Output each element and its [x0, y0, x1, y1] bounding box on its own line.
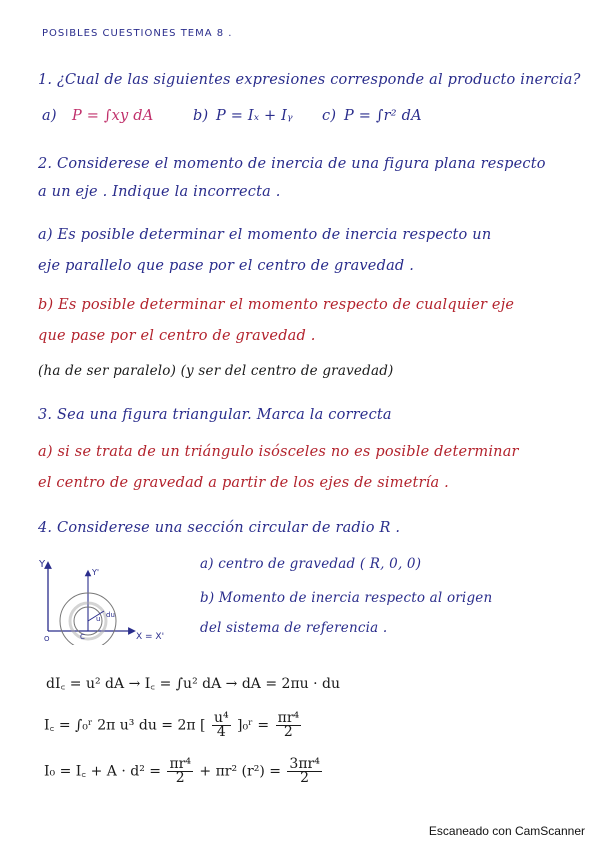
line2-res-num: πr⁴	[277, 710, 300, 726]
question-3: 3. Sea una figura triangular. Marca la correcta	[38, 407, 392, 423]
line2-left: I꜀ = ∫₀ʳ 2π u³ du = 2π [	[44, 717, 206, 734]
q2-note: (ha de ser paralelo) (y ser del centro de gravedad)	[38, 363, 394, 379]
page-title: POSIBLES CUESTIONES TEMA 8 .	[42, 28, 233, 39]
line3-mid: + πr² (r²) =	[199, 763, 281, 780]
line2-frac-den: 4	[216, 724, 226, 740]
scanner-watermark: Escaneado con CamScanner	[428, 824, 585, 838]
u-label: u	[96, 615, 101, 623]
y-prime-label: Y'	[92, 568, 100, 577]
q1-option-c-formula: P = ∫r² dA	[344, 108, 422, 124]
center-label: C	[80, 633, 85, 641]
line2-res-den: 2	[283, 724, 293, 740]
line3-fraction-1	[167, 758, 193, 785]
circular-section-diagram	[30, 555, 180, 645]
q1-option-b-label: b)	[193, 108, 209, 124]
line2-fraction	[212, 712, 231, 739]
line3-f1-den: 2	[175, 770, 185, 786]
q1-option-c-label: c)	[322, 108, 337, 124]
line3-f2-num: 3πr⁴	[289, 756, 320, 772]
q3-option-a-line-1: a) si se trata de un triángulo isósceles no es posible determinar	[38, 444, 519, 460]
y-axis-label: Y	[39, 559, 46, 570]
q2-option-a-line-2: eje parallelo que pase por el centro de gravedad .	[38, 258, 415, 274]
q2-option-a-line-1: a) Es posible determinar el momento de inercia respecto un	[38, 227, 492, 243]
line3-f1-num: πr⁴	[169, 756, 191, 772]
q4-option-b-line-1: b) Momento de inercia respecto al origen	[200, 590, 493, 606]
x-axis-label: X = X'	[136, 632, 165, 642]
question-4: 4. Considerese una sección circular de radio R .	[38, 520, 401, 536]
q3-option-a-line-2: el centro de gravedad a partir de los ejes de simetría .	[38, 475, 449, 491]
origin-label: O	[44, 635, 50, 643]
derivation-line-1: dI꜀ = u² dA → I꜀ = ∫u² dA → dA = 2πu · du	[46, 676, 340, 692]
line3-f2-den: 2	[300, 770, 310, 786]
q2-option-b-line-2: que pase por el centro de gravedad .	[38, 328, 316, 344]
q1-option-a-formula: P = ∫xy dA	[72, 108, 154, 124]
question-1: 1. ¿Cual de las siguientes expresiones corresponde al producto inercia?	[38, 72, 581, 88]
question-2-line-1: 2. Considerese el momento de inercia de una figura plana respecto	[38, 156, 546, 172]
question-2-line-2: a un eje . Indique la incorrecta .	[38, 184, 281, 200]
q1-option-a-label: a)	[42, 108, 57, 124]
line2-result	[276, 712, 302, 739]
line3-fraction-2	[287, 758, 321, 785]
q4-option-b-line-2: del sistema de referencia .	[200, 620, 388, 636]
line2-frac-num: u⁴	[213, 710, 229, 726]
q2-option-b-line-1: b) Es posible determinar el momento respecto de cualquier eje	[38, 297, 515, 313]
derivation-line-3	[44, 758, 324, 785]
q4-option-a: a) centro de gravedad ( R, 0, 0)	[200, 556, 422, 572]
line3-left: I₀ = I꜀ + A · d² =	[44, 763, 161, 780]
du-label: du	[106, 611, 115, 619]
line2-bounds: ]₀ʳ =	[237, 717, 270, 734]
derivation-line-2	[44, 712, 303, 739]
q1-option-b-formula: P = Iₓ + Iᵧ	[216, 108, 293, 124]
